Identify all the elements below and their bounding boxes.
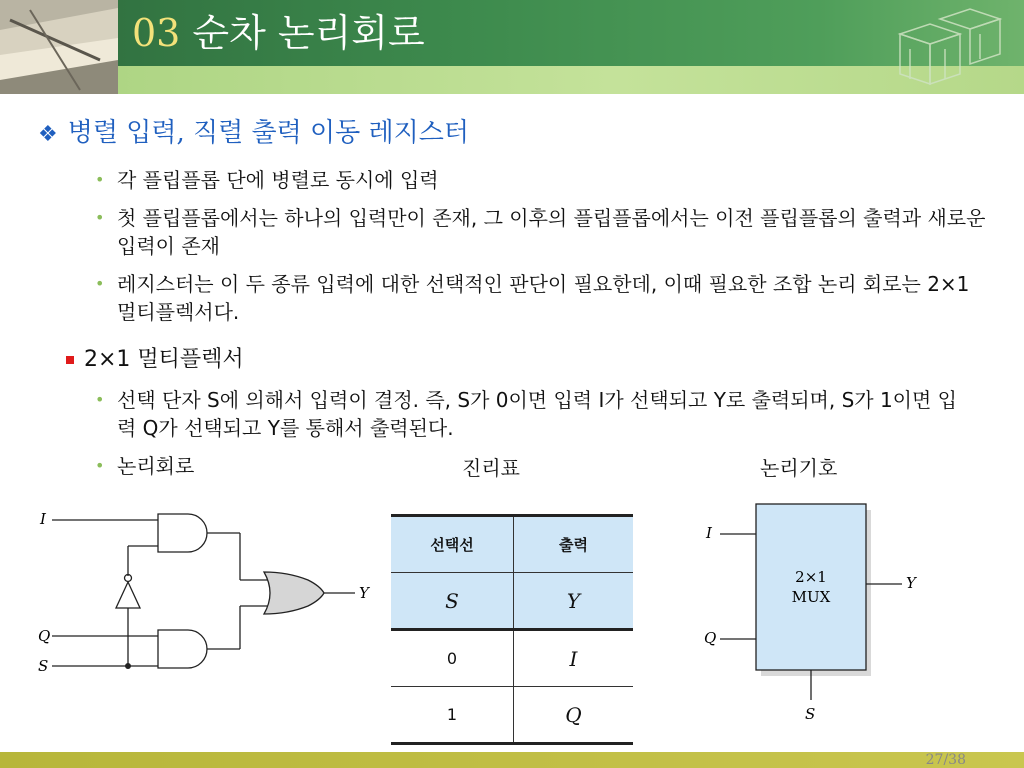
bullet-dot-icon: •: [95, 390, 105, 409]
circuit-input-s: S: [38, 657, 49, 675]
cube-decoration-icon: [880, 4, 1010, 88]
table-cell: I: [514, 630, 634, 687]
table-cell: Q: [514, 687, 634, 744]
table-header-cell: 선택선: [391, 516, 514, 573]
sub-heading-text: 2×1 멀티플렉서: [84, 347, 244, 372]
mux-select-s: S: [805, 705, 816, 723]
circuit-output-y: Y: [359, 584, 369, 602]
list-item: [95, 452, 317, 480]
circuit-input-q: Q: [38, 627, 51, 645]
square-bullet-icon: [66, 356, 74, 364]
truth-table: [391, 514, 633, 745]
mux-input-i: I: [706, 524, 712, 542]
table-cell: S: [391, 573, 514, 630]
bullet-text: 첫 플립플롭에서는 하나의 입력만이 존재, 그 이후의 플립플롭에서는 이전 플립플롭의 출력과 새로운 입력이 존재: [117, 206, 986, 258]
table-row: [391, 687, 633, 744]
footer-bar: [0, 752, 1024, 768]
mux-label-name: MUX: [791, 588, 831, 606]
table-cell: 1: [391, 687, 514, 744]
page-number: 27/38: [925, 752, 966, 768]
list-item: [95, 270, 992, 326]
circuit-input-i: I: [40, 510, 46, 528]
section-heading-text: 병렬 입력, 직렬 출력 이동 레지스터: [67, 118, 469, 148]
bullet-text: 논리회로: [117, 454, 195, 478]
mux-logic-symbol: [696, 496, 926, 726]
section-heading: [38, 112, 469, 149]
sub-heading: [66, 342, 244, 373]
list-item: [95, 204, 987, 260]
header-photo-image: [0, 0, 118, 94]
mux-label-size: 2×1: [795, 568, 827, 586]
table-header-row: [391, 516, 633, 573]
mux-logic-circuit-diagram: [30, 496, 380, 686]
bullet-dot-icon: •: [95, 170, 105, 189]
mux-output-y: Y: [906, 574, 916, 592]
bullet-text: 각 플립플롭 단에 병렬로 동시에 입력: [117, 168, 439, 192]
diamond-bullet-icon: ❖: [38, 122, 58, 147]
table-header-cell: 출력: [514, 516, 634, 573]
bullet-text: 선택 단자 S에 의해서 입력이 결정. 즉, S가 0이면 입력 I가 선택되고 Y로 출력되며, S가 1이면 입력 Q가 선택되고 Y를 통해서 출력된다.: [117, 388, 958, 440]
bullet-dot-icon: •: [95, 274, 105, 293]
logic-symbol-label: 논리기호: [760, 456, 838, 480]
table-row: [391, 630, 633, 687]
list-item: [95, 386, 967, 442]
table-symbol-row: [391, 573, 633, 630]
list-item: [95, 166, 997, 194]
title-text: 순차 논리회로: [192, 11, 425, 55]
mux-input-q: Q: [704, 629, 717, 647]
header-strip: [0, 66, 1024, 94]
slide-title: [132, 6, 425, 60]
table-cell: Y: [514, 573, 634, 630]
section-number: 03: [132, 11, 181, 55]
bullet-dot-icon: •: [95, 208, 105, 227]
table-cell: 0: [391, 630, 514, 687]
bullet-dot-icon: •: [95, 456, 105, 475]
truth-table-label: 진리표: [462, 456, 520, 480]
bullet-text: 레지스터는 이 두 종류 입력에 대한 선택적인 판단이 필요한데, 이때 필요한 조합 논리 회로는 2×1 멀티플렉서다.: [117, 272, 970, 324]
